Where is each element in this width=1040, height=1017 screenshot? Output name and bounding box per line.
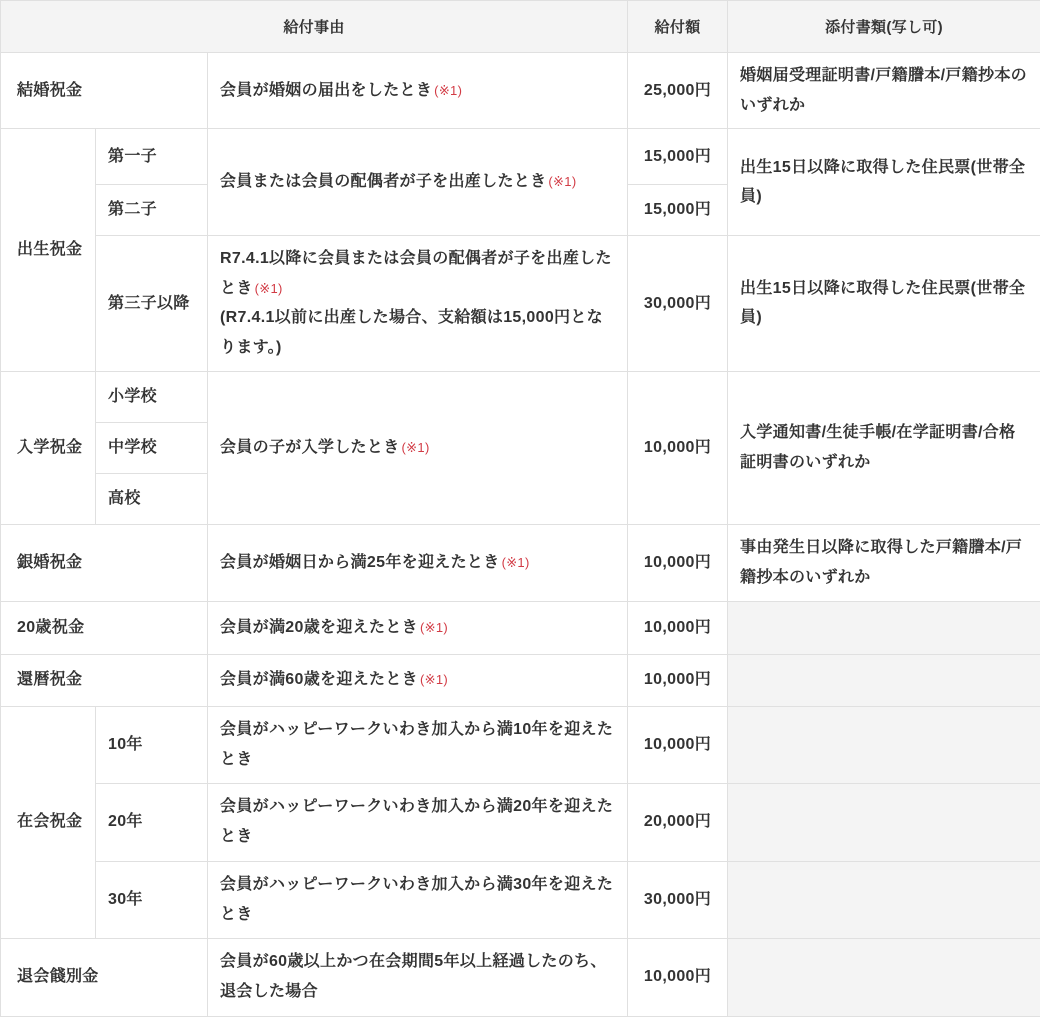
category-school: 入学祝金 <box>1 371 96 524</box>
note-ref-1: (※1) <box>548 174 576 189</box>
row-silver-wedding <box>1 524 1040 601</box>
row-age-60 <box>1 654 1040 706</box>
row-marriage <box>1 53 1040 129</box>
note-ref-1: (※1) <box>502 555 530 570</box>
note-ref-1: (※1) <box>420 672 448 687</box>
subcategory-elementary: 小学校 <box>96 371 208 422</box>
category-birth: 出生祝金 <box>1 129 96 371</box>
description-age-20-text: 会員が満20歳を迎えたとき <box>220 619 418 636</box>
subcategory-third-child: 第三子以降 <box>96 236 208 371</box>
amount-age-60: 10,000円 <box>628 654 728 706</box>
header-attached-documents: 添付書類(写し可) <box>728 1 1040 53</box>
amount-tenure-10: 10,000円 <box>628 706 728 783</box>
category-tenure: 在会祝金 <box>1 706 96 938</box>
amount-school: 10,000円 <box>628 371 728 524</box>
note-ref-1: (※1) <box>434 83 462 98</box>
amount-silver-wedding: 10,000円 <box>628 524 728 601</box>
documents-birth-third: 出生15日以降に取得した住民票(世帯全員) <box>728 236 1040 371</box>
description-marriage <box>208 53 628 129</box>
category-age-20: 20歳祝金 <box>1 601 208 654</box>
documents-marriage: 婚姻届受理証明書/戸籍謄本/戸籍抄本のいずれか <box>728 53 1040 129</box>
amount-withdrawal: 10,000円 <box>628 938 728 1016</box>
amount-tenure-30: 30,000円 <box>628 861 728 938</box>
documents-empty-age-20 <box>728 601 1040 654</box>
subcategory-tenure-10: 10年 <box>96 706 208 783</box>
amount-tenure-20: 20,000円 <box>628 783 728 861</box>
description-silver-wedding <box>208 524 628 601</box>
row-tenure-20 <box>1 783 1040 861</box>
documents-empty-tenure-30 <box>728 861 1040 938</box>
description-tenure-20: 会員がハッピーワークいわき加入から満20年を迎えたとき <box>208 783 628 861</box>
category-withdrawal: 退会餞別金 <box>1 938 208 1016</box>
row-school-elementary <box>1 371 1040 422</box>
category-age-60: 還暦祝金 <box>1 654 208 706</box>
amount-marriage: 25,000円 <box>628 53 728 129</box>
amount-birth-second-child: 15,000円 <box>628 185 728 236</box>
description-birth-first-second-text: 会員または会員の配偶者が子を出産したとき <box>220 173 546 190</box>
row-withdrawal <box>1 938 1040 1016</box>
subcategory-high-school: 高校 <box>96 473 208 524</box>
description-birth-third-text: R7.4.1以降に会員または会員の配偶者が子を出産したとき <box>220 250 612 297</box>
subcategory-first-child: 第一子 <box>96 129 208 185</box>
row-age-20 <box>1 601 1040 654</box>
note-ref-1: (※1) <box>255 281 283 296</box>
amount-birth-third-child: 30,000円 <box>628 236 728 371</box>
documents-birth-first-second: 出生15日以降に取得した住民票(世帯全員) <box>728 129 1040 236</box>
row-tenure-30 <box>1 861 1040 938</box>
subcategory-middle-school: 中学校 <box>96 422 208 473</box>
subcategory-tenure-20: 20年 <box>96 783 208 861</box>
description-birth-third-line2: (R7.4.1以前に出産した場合、支給額は15,000円となります。) <box>220 303 615 362</box>
subcategory-second-child: 第二子 <box>96 185 208 236</box>
description-school <box>208 371 628 524</box>
documents-empty-tenure-10 <box>728 706 1040 783</box>
category-marriage: 結婚祝金 <box>1 53 208 129</box>
header-benefit-amount: 給付額 <box>628 1 728 53</box>
documents-empty-withdrawal <box>728 938 1040 1016</box>
description-birth-first-second <box>208 129 628 236</box>
documents-empty-tenure-20 <box>728 783 1040 861</box>
documents-silver-wedding: 事由発生日以降に取得した戸籍謄本/戸籍抄本のいずれか <box>728 524 1040 601</box>
description-silver-wedding-text: 会員が婚姻日から満25年を迎えたとき <box>220 554 500 571</box>
note-ref-1: (※1) <box>420 620 448 635</box>
documents-empty-age-60 <box>728 654 1040 706</box>
amount-age-20: 10,000円 <box>628 601 728 654</box>
amount-birth-first-child: 15,000円 <box>628 129 728 185</box>
documents-school: 入学通知書/生徒手帳/在学証明書/合格証明書のいずれか <box>728 371 1040 524</box>
description-birth-third-line1 <box>220 244 615 303</box>
row-tenure-10 <box>1 706 1040 783</box>
description-birth-third <box>208 236 628 371</box>
description-marriage-text: 会員が婚姻の届出をしたとき <box>220 82 432 99</box>
category-silver-wedding: 銀婚祝金 <box>1 524 208 601</box>
description-tenure-30: 会員がハッピーワークいわき加入から満30年を迎えたとき <box>208 861 628 938</box>
description-age-20 <box>208 601 628 654</box>
row-birth-third-child <box>1 236 1040 371</box>
description-age-60-text: 会員が満60歳を迎えたとき <box>220 671 418 688</box>
header-benefit-reason: 給付事由 <box>1 1 628 53</box>
description-age-60 <box>208 654 628 706</box>
row-birth-first-child <box>1 129 1040 185</box>
description-withdrawal: 会員が60歳以上かつ在会期間5年以上経過したのち、退会した場合 <box>208 938 628 1016</box>
description-tenure-10: 会員がハッピーワークいわき加入から満10年を迎えたとき <box>208 706 628 783</box>
note-ref-1: (※1) <box>402 440 430 455</box>
subcategory-tenure-30: 30年 <box>96 861 208 938</box>
header-row <box>1 1 1040 53</box>
description-school-text: 会員の子が入学したとき <box>220 439 400 456</box>
